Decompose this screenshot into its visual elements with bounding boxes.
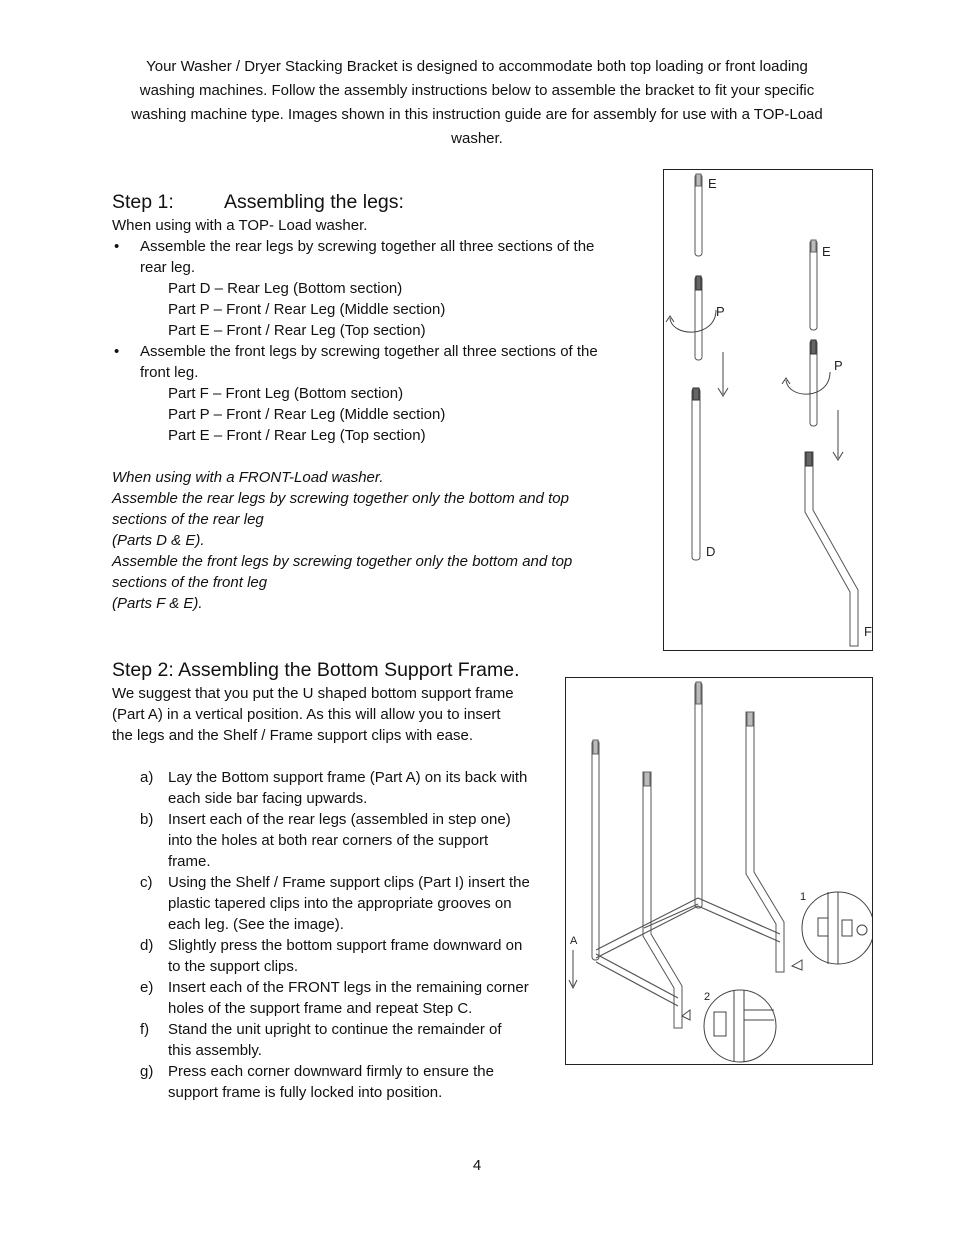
step-item-label: a) <box>140 769 154 786</box>
front-load-line: sections of the front leg <box>112 574 268 591</box>
label-detail-1: 1 <box>800 891 807 903</box>
step-item-line: each side bar facing upwards. <box>168 790 368 807</box>
label-f: F <box>864 624 872 639</box>
step-item-a <box>112 767 557 809</box>
part-item: Part P – Front / Rear Leg (Middle section) <box>168 406 446 423</box>
label-p-right: P <box>834 358 843 373</box>
thread-detail <box>811 240 816 252</box>
step2-intro-line: the legs and the Shelf / Frame support clips with ease. <box>112 727 474 744</box>
step2-intro-line: (Part A) in a vertical position. As this will allow you to insert <box>112 706 501 723</box>
front-load-instructions <box>112 467 652 614</box>
step-item-d <box>112 935 557 977</box>
intro-line: Your Washer / Dryer Stacking Bracket is designed to accommodate both top loading or front loading <box>146 58 808 75</box>
step-item-line: Insert each of the rear legs (assembled in step one) <box>168 811 511 828</box>
thread-detail <box>696 174 701 186</box>
step-item-c <box>112 872 557 935</box>
step-item-b <box>112 809 557 872</box>
step2-heading: Step 2: Assembling the Bottom Support Frame. <box>112 659 520 681</box>
label-detail-2: 2 <box>704 991 711 1003</box>
step-item-g <box>112 1061 557 1103</box>
step-item-line: Insert each of the FRONT legs in the remaining corner <box>168 979 529 996</box>
rear-right-leg <box>695 682 702 908</box>
step-item-label: d) <box>140 937 154 954</box>
bullet-icon: • <box>114 238 120 255</box>
front-load-line: Assemble the rear legs by screwing together only the bottom and top <box>112 490 569 507</box>
step-item-line: into the holes at both rear corners of the support <box>168 832 489 849</box>
step-item-e <box>112 977 557 1019</box>
page-number: 4 <box>472 1157 482 1174</box>
leg-assembly-figure <box>663 169 873 651</box>
step1-heading <box>112 189 404 215</box>
bullet-line: rear leg. <box>140 259 196 276</box>
step-item-f <box>112 1019 557 1061</box>
bullet-line: front leg. <box>140 364 199 381</box>
step-item-line: Slightly press the bottom support frame downward on <box>168 937 523 954</box>
step2-body <box>112 683 557 1103</box>
label-e-right: E <box>822 244 831 259</box>
step-item-line: Press each corner downward firmly to ensure the <box>168 1063 494 1080</box>
u-shaped-frame <box>596 898 780 1006</box>
clip-icon <box>818 918 828 936</box>
rear-leg-bottom-section <box>692 388 700 560</box>
rear-left-leg <box>592 740 599 960</box>
front-load-line: When using with a FRONT-Load washer. <box>112 469 384 486</box>
step-item-line: holes of the support frame and repeat Step C. <box>168 1000 473 1017</box>
step-item-line: Lay the Bottom support frame (Part A) on its back with <box>168 769 528 786</box>
step-item-line: plastic tapered clips into the appropriate grooves on <box>168 895 512 912</box>
step-item-label: b) <box>140 811 154 828</box>
front-load-line: (Parts F & E). <box>112 595 203 612</box>
left-arrow-icon <box>682 1010 690 1020</box>
intro-line: washing machines. Follow the assembly instructions below to assemble the bracket to fit your specific <box>139 82 815 99</box>
front-leg-top-section <box>810 240 817 330</box>
bullet-line: Assemble the rear legs by screwing together all three sections of the <box>140 238 595 255</box>
step2-intro-line: We suggest that you put the U shaped bottom support frame <box>112 685 514 702</box>
thread-detail <box>696 276 701 290</box>
clip-icon <box>842 920 852 936</box>
bullet-rear-legs <box>112 236 652 278</box>
step-item-line: support frame is fully locked into position. <box>168 1084 443 1101</box>
rotate-arrow-icon <box>670 310 716 332</box>
intro-line: washing machine type. Images shown in this instruction guide are for assembly for use with a TOP-Load <box>131 106 823 123</box>
support-frame-figure <box>565 677 873 1065</box>
label-p-left: P <box>716 304 725 319</box>
label-e-left: E <box>708 176 717 191</box>
top-load-heading: When using with a TOP- Load washer. <box>112 217 368 234</box>
leg-assembly-diagram <box>664 170 872 650</box>
step-item-line: Stand the unit upright to continue the remainder of <box>168 1021 502 1038</box>
support-frame-diagram <box>566 678 872 1064</box>
step-item-line: frame. <box>168 853 211 870</box>
part-item: Part D – Rear Leg (Bottom section) <box>168 280 403 297</box>
label-d: D <box>706 544 716 559</box>
step1-body <box>112 215 652 614</box>
bullet-icon: • <box>114 343 120 360</box>
front-load-line: (Parts D & E). <box>112 532 205 549</box>
bullet-front-legs <box>112 341 652 383</box>
step-item-label: g) <box>140 1063 154 1080</box>
clip-icon <box>714 1012 726 1036</box>
left-arrow-icon <box>792 960 802 970</box>
step-item-line: Using the Shelf / Frame support clips (Part I) insert the <box>168 874 530 891</box>
front-load-line: sections of the rear leg <box>112 511 264 528</box>
part-item: Part E – Front / Rear Leg (Top section) <box>168 427 426 444</box>
part-item: Part E – Front / Rear Leg (Top section) <box>168 322 426 339</box>
part-item: Part P – Front / Rear Leg (Middle section) <box>168 301 446 318</box>
intro-paragraph <box>100 55 854 151</box>
step-item-line: this assembly. <box>168 1042 262 1059</box>
thread-detail <box>811 340 816 354</box>
step-item-line: to the support clips. <box>168 958 299 975</box>
step-item-line: each leg. (See the image). <box>168 916 344 933</box>
step-item-label: e) <box>140 979 154 996</box>
front-load-line: Assemble the front legs by screwing together only the bottom and top <box>112 553 573 570</box>
step1-label: Step 1: <box>112 191 174 213</box>
part-item: Part F – Front Leg (Bottom section) <box>168 385 404 402</box>
intro-line: washer. <box>451 130 503 147</box>
thread-detail <box>693 388 699 400</box>
step-item-label: f) <box>140 1021 150 1038</box>
label-a: A <box>570 935 578 947</box>
front-leg-bottom-section <box>805 452 858 646</box>
thread-detail <box>806 452 812 466</box>
step-item-label: c) <box>140 874 153 891</box>
rotate-arrow-icon <box>786 372 830 394</box>
step1-title: Assembling the legs: <box>224 191 404 213</box>
bullet-line: Assemble the front legs by screwing together all three sections of the <box>140 343 598 360</box>
